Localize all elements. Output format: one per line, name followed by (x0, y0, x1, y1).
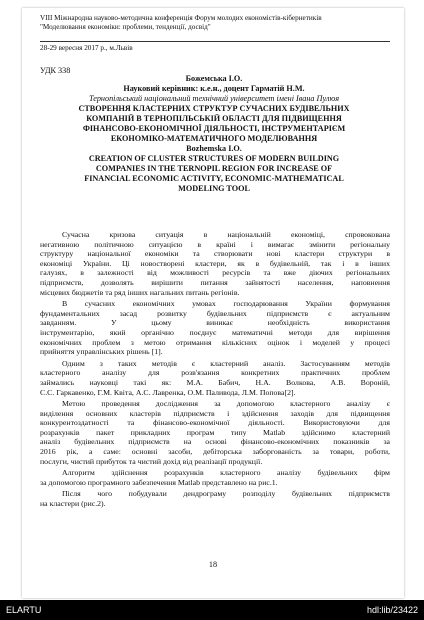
conference-title: VIII Міжнародна науково-методична конференція Форум молодих економістів-кібернетиків (40, 14, 322, 22)
udk-code: УДК 338 (40, 66, 71, 75)
body-line: Метою проведення дослідження за допомогою кластерного аналізу є (62, 399, 390, 409)
author-ua: Божемська І.О. (185, 74, 243, 83)
body-line: розрахунків пакет прикладних програм типу Matlab здійснимо кластерний (40, 427, 390, 437)
title-en-line: MODELING TOOL (178, 184, 250, 193)
title-en-line: COMPANIES IN THE TERNOPIL REGION FOR INCREASE OF (95, 164, 333, 173)
body-line: інструментарію, який органічно поєднує математичні методи для вирішення (40, 327, 390, 337)
title-ua-line: СТВОРЕННЯ КЛАСТЕРНИХ СТРУКТУР СУЧАСНИХ БУДІВЕЛЬНИХ (78, 104, 350, 113)
body-line: Сучасна кризова ситуація в національній економіці, спровокована (62, 230, 390, 239)
body-line: галузях, в залежності від можливості ресурсів та вже діючих регіональних (40, 268, 390, 278)
page-number: 18 (208, 560, 218, 569)
footer-bar (0, 600, 424, 620)
conference-subtitle: "Моделювання економіки: проблеми, тенденції, досвід" (40, 22, 211, 31)
conference-header (40, 14, 392, 31)
body-line: аналіз будівельних підприємств на основі фінансово-економічних показників за (40, 437, 390, 447)
body-paragraph (40, 359, 390, 397)
body-paragraph (40, 399, 390, 466)
body-line: 2016 рік, а саме: основні засоби, дебіторська заборгованість за товари, роботи, (40, 447, 390, 457)
body-line: В сучасних економічних умовах господарювання України формування (62, 299, 390, 309)
scientific-advisor: Науковий керівник: к.е.н., доцент Гарматій Н.М. (123, 84, 305, 93)
header-divider (40, 41, 390, 42)
body-line: послуги, чистий прибуток та чистий дохід від реалізації продукції. (40, 456, 263, 466)
repository-label: ELARTU (6, 605, 42, 615)
handle-link[interactable]: hdl:lib/23422 (366, 605, 418, 615)
body-line: фундаментальних засад розвитку будівельних підприємств є актуальним (40, 308, 390, 318)
body-line: Після чого побудували дендрограму розподілу будівельних підприємств (62, 489, 390, 499)
body-line: місцевих бюджетів та ряд інших нагальних питань регіонів. (40, 287, 240, 297)
body-line: підприємств, дозволять вирішити питання зайнятості населення, наповнення (40, 277, 390, 287)
conference-date: 28-29 вересня 2017 р., м.Львів (40, 44, 133, 52)
body-line: завданням. У цьому виникає необхідність використання (40, 318, 390, 328)
body-line: конкурентоздатності та фінансово-економічної діяльності. Використовуючи для (40, 418, 390, 428)
body-line: кластерного аналізу для розв'язання конкретних практичних проблем (40, 368, 390, 378)
title-en-line: FINANCIAL ECONOMIC ACTIVITY, ECONOMIC-MATHEMATICAL (84, 174, 344, 183)
body-line: Алгоритм здійснення розрахунків кластерного аналізу будівельних фірм (62, 468, 390, 478)
author-en: Bozhemska I.O. (186, 144, 242, 153)
body-paragraph (40, 489, 390, 508)
title-en-line: CREATION OF CLUSTER STRUCTURES OF MODERN BUILDING (88, 154, 340, 163)
title-ua-line: ЕКОНОМІКО-МАТЕМАТИЧНОГО МОДЕЛЮВАННЯ (110, 134, 318, 143)
article-body (40, 230, 390, 511)
body-line: С.С. Гаркавенко, Г.М. Квіта, А.С. Лавренка, О.М. Паливода, Л.М. Попова[2]. (40, 387, 296, 397)
body-line: за допомогою програмного забезпечення Matlab представлено на рис.1. (40, 477, 278, 487)
body-line: займались науковці такі як: М.А. Бабич, Н.А. Волкова, А.В. Вороній, (40, 377, 390, 387)
title-block (38, 104, 390, 194)
body-line: прийняття управлінських рішень [1]. (40, 347, 163, 357)
body-line: на кластери (рис.2). (40, 499, 106, 509)
title-ua-line: КОМПАНІЙ В ТЕРНОПІЛЬСЬКІЙ ОБЛАСТІ ДЛЯ ПІДВИЩЕННЯ (86, 114, 342, 123)
body-line: економічних проблем з метою отримання кількісних оцінок і моделей у процесі (40, 337, 390, 347)
body-paragraph (40, 468, 390, 487)
body-line: структуру національної економіки та створювати нові кластери структури в (40, 249, 390, 259)
body-paragraph (40, 299, 390, 357)
body-line: негативною політичною ситуацією в країні і вимагає змінити регіональну (40, 239, 390, 249)
university: Тернопільський національний технічний університет імені Івана Пулюя (88, 94, 340, 103)
body-line: економіці України. Ці новостворені кластери, як в будівельній, так і в інших (40, 258, 390, 268)
body-line: Одним з таких методів є кластерний аналіз. Застосуванням методів (62, 358, 390, 368)
title-ua-line: ФІНАНСОВО-ЕКОНОМІЧНОЇ ДІЯЛЬНОСТІ, ІНСТРУМЕНТАРІЄМ (82, 124, 346, 133)
body-line: виділення основних кластерів підприємств і здійснення заходів для підвищення (40, 408, 390, 418)
body-paragraph (40, 230, 390, 297)
document-page (22, 8, 404, 598)
